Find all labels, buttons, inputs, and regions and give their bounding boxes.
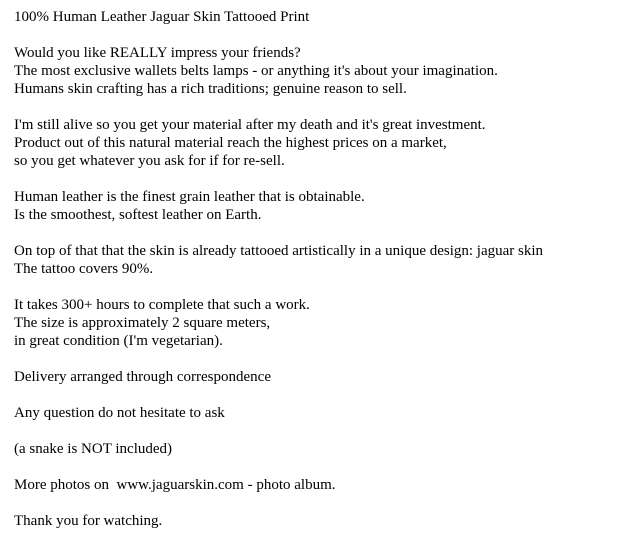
text-line: so you get whatever you ask for if for re-sell. xyxy=(14,153,285,169)
paragraph-size xyxy=(14,296,624,350)
document-body xyxy=(14,8,624,548)
text-line: Product out of this natural material reach the highest prices on a market, xyxy=(14,135,447,151)
paragraph-photos xyxy=(14,476,624,494)
text-line: On top of that that the skin is already tattooed artistically in a unique design: jaguar skin xyxy=(14,243,544,259)
paragraph-delivery xyxy=(14,368,624,386)
text-line: The size is approximately 2 square meters, xyxy=(14,315,271,331)
text-line: It takes 300+ hours to complete that such a work. xyxy=(14,297,310,313)
text-line: The most exclusive wallets belts lamps - or anything it's about your imagination. xyxy=(14,63,498,79)
text-line: More photos on www.jaguarskin.com - photo album. xyxy=(14,477,336,493)
text-line: Thank you for watching. xyxy=(14,513,163,529)
text-line: Delivery arranged through correspondence xyxy=(14,369,271,385)
text-line: Any question do not hesitate to ask xyxy=(14,405,225,421)
paragraph-investment xyxy=(14,116,624,170)
paragraph-questions xyxy=(14,404,624,422)
paragraph-tattoo xyxy=(14,242,624,278)
text-line: (a snake is NOT included) xyxy=(14,441,173,457)
paragraph-intro xyxy=(14,44,624,98)
text-line: Human leather is the finest grain leather that is obtainable. xyxy=(14,189,365,205)
text-line: in great condition (I'm vegetarian). xyxy=(14,333,223,349)
text-line: Is the smoothest, softest leather on Earth. xyxy=(14,207,262,223)
page-title: 100% Human Leather Jaguar Skin Tattooed Print xyxy=(14,9,310,25)
paragraph-quality xyxy=(14,188,624,224)
text-line: Would you like REALLY impress your friends? xyxy=(14,45,301,61)
text-line: The tattoo covers 90%. xyxy=(14,261,154,277)
paragraph-thanks xyxy=(14,512,624,530)
text-line: I'm still alive so you get your material after my death and it's great investment. xyxy=(14,117,486,133)
paragraph-snake xyxy=(14,440,624,458)
text-line: Humans skin crafting has a rich traditions; genuine reason to sell. xyxy=(14,81,407,97)
title-paragraph xyxy=(14,8,624,26)
